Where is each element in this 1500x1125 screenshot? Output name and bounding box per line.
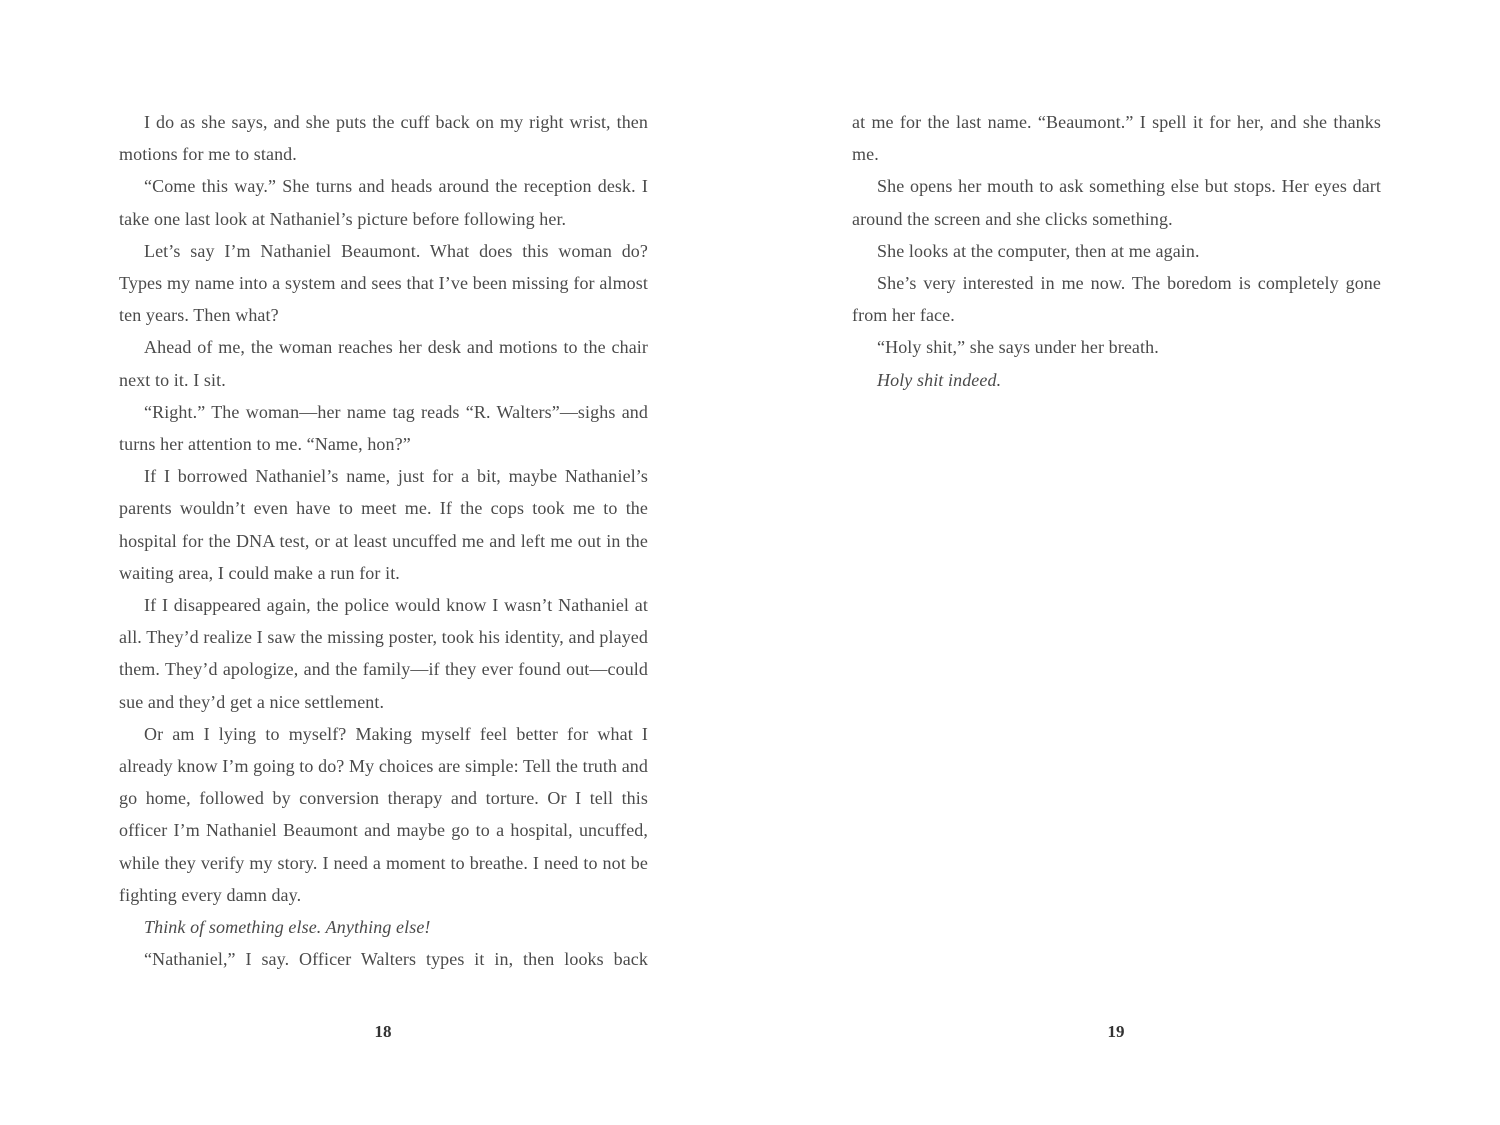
page-number-right: 19 [1107,1022,1125,1041]
paragraph: She looks at the computer, then at me again. [877,240,1200,261]
paragraph: “Holy shit,” she says under her breath. [877,337,1159,358]
paragraph: “Nathaniel,” I say. Officer Walters types it in, then looks back [144,949,648,970]
paragraph: “Right.” The woman—her name tag reads “R. Walters”—sighs and turns her attention to me. “Name, hon?” [119,401,648,455]
paragraph: She’s very interested in me now. The boredom is completely gone from her face. [852,273,1381,326]
paragraph: Ahead of me, the woman reaches her desk and motions to the chair next to it. I sit. [119,337,648,390]
paragraph: If I disappeared again, the police would know I wasn’t Nathaniel at all. They’d realize I saw the missing poster, took his identity, and played them. They’d apologize, and the family—if they ever found out—could sue and they’d get a nice settlement. [119,595,648,712]
paragraph: Let’s say I’m Nathaniel Beaumont. What does this woman do? Types my name into a system and sees that I’ve been missing for almost ten years. Then what? [119,240,648,326]
page-number-left: 18 [374,1022,392,1041]
right-page [852,106,1381,396]
left-page [119,106,648,975]
paragraph: I do as she says, and she puts the cuff back on my right wrist, then motions for me to stand. [119,112,648,165]
continued-paragraph: at me for the last name. “Beaumont.” I spell it for her, and she thanks me. [852,112,1381,165]
paragraph: Or am I lying to myself? Making myself feel better for what I already know I’m going to do? My choices are simple: Tell the truth and go home, followed by conversion therapy and torture. Or I tell this officer I’m Nathaniel Beaumont and maybe go to a hospital, uncuffed, while they verify my story. I need a moment to breathe. I need to not be fighting every damn day. [119,723,648,905]
paragraph: She opens her mouth to ask something else but stops. Her eyes dart around the screen and she clicks something. [852,176,1381,229]
italic-thought-paragraph: Holy shit indeed. [877,369,1002,390]
paragraph: “Come this way.” She turns and heads around the reception desk. I take one last look at Nathaniel’s picture before following her. [119,176,648,229]
paragraph: If I borrowed Nathaniel’s name, just for a bit, maybe Nathaniel’s parents wouldn’t even have to meet me. If the cops took me to the hospital for the DNA test, or at least uncuffed me and left me out in the waiting area, I could make a run for it. [119,466,648,583]
italic-thought-paragraph: Think of something else. Anything else! [144,917,431,938]
